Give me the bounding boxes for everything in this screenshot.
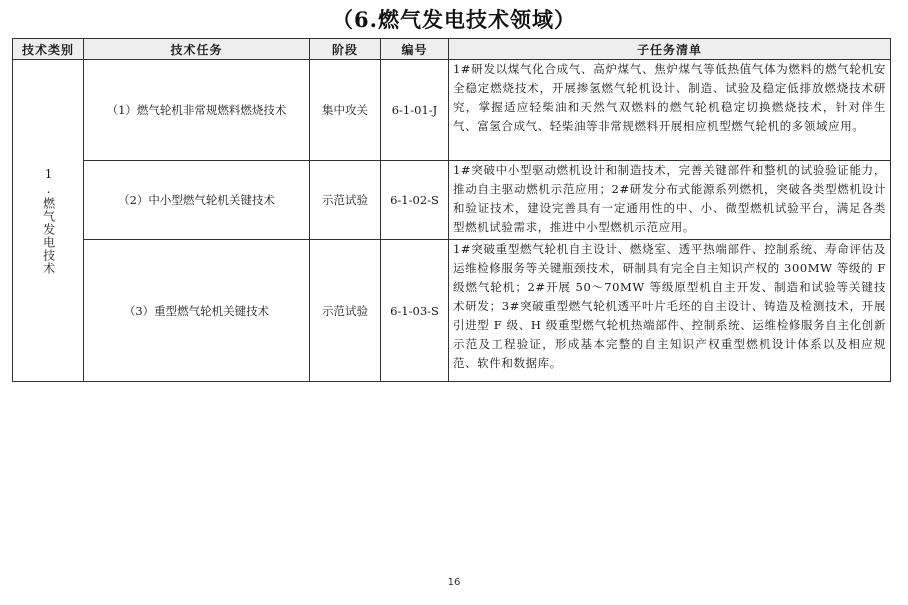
task-cell: （1）燃气轮机非常规燃料燃烧技术 <box>84 60 310 161</box>
code-cell: 6-1-02-S <box>381 161 449 240</box>
header-subtasks: 子任务清单 <box>449 39 891 60</box>
table-row <box>13 161 891 240</box>
task-cell: （2）中小型燃气轮机关键技术 <box>84 161 310 240</box>
table-header-row <box>13 39 891 60</box>
subtasks-cell: 1#研发以煤气化合成气、高炉煤气、焦炉煤气等低热值气体为燃料的燃气轮机安全稳定燃烧技术，开展掺氢燃气轮机设计、制造、试验及稳定低排放燃烧技术研究，掌握适应轻柴油和天然气双燃料的燃气轮机稳定切换燃烧技术，针对伴生气、富氢合成气、轻柴油等非常规燃料开展相应机型燃气轮机的多领域应用。 <box>449 60 891 161</box>
code-cell: 6-1-01-J <box>381 60 449 161</box>
category-label: 1.燃气发电技术 <box>41 166 56 275</box>
table-row <box>13 240 891 382</box>
header-category: 技术类别 <box>13 39 84 60</box>
stage-cell: 集中攻关 <box>310 60 381 161</box>
header-code: 编号 <box>381 39 449 60</box>
task-cell: （3）重型燃气轮机关键技术 <box>84 240 310 382</box>
stage-cell: 示范试验 <box>310 161 381 240</box>
page-number: 16 <box>447 577 461 588</box>
code-cell: 6-1-03-S <box>381 240 449 382</box>
header-task: 技术任务 <box>84 39 310 60</box>
table-row <box>13 60 891 161</box>
tech-task-table <box>12 38 891 382</box>
page-title: （6.燃气发电技术领域） <box>332 7 576 32</box>
subtasks-cell: 1#突破中小型驱动燃机设计和制造技术，完善关键部件和整机的试验验证能力，推动自主驱动燃机示范应用；2#研发分布式能源系列燃机，突破各类型燃机设计和验证技术，建设完善具有一定通用性的中、小、微型燃机试验平台，满足各类型燃机试验需求，推进中小型燃机示范应用。 <box>449 161 891 240</box>
header-stage: 阶段 <box>310 39 381 60</box>
stage-cell: 示范试验 <box>310 240 381 382</box>
category-cell <box>13 60 84 382</box>
subtasks-cell: 1#突破重型燃气轮机自主设计、燃烧室、透平热端部件、控制系统、寿命评估及运维检修服务等关键瓶颈技术，研制具有完全自主知识产权的 300MW 等级的 F 级燃气轮机；2#开展 50～70MW 等级原型机自主开发、制造和试验等关键技术研发；3#突破重型燃气轮机透平叶片毛坯的自主设计、铸造及检测技术，开展引进型 F 级、H 级重型燃气轮机热端部件、控制系统、运维检修服务自主化创新示范及工程验证，形成基本完整的自主知识产权重型燃机设计体系以及相应规范、软件和数据库。 <box>449 240 891 382</box>
